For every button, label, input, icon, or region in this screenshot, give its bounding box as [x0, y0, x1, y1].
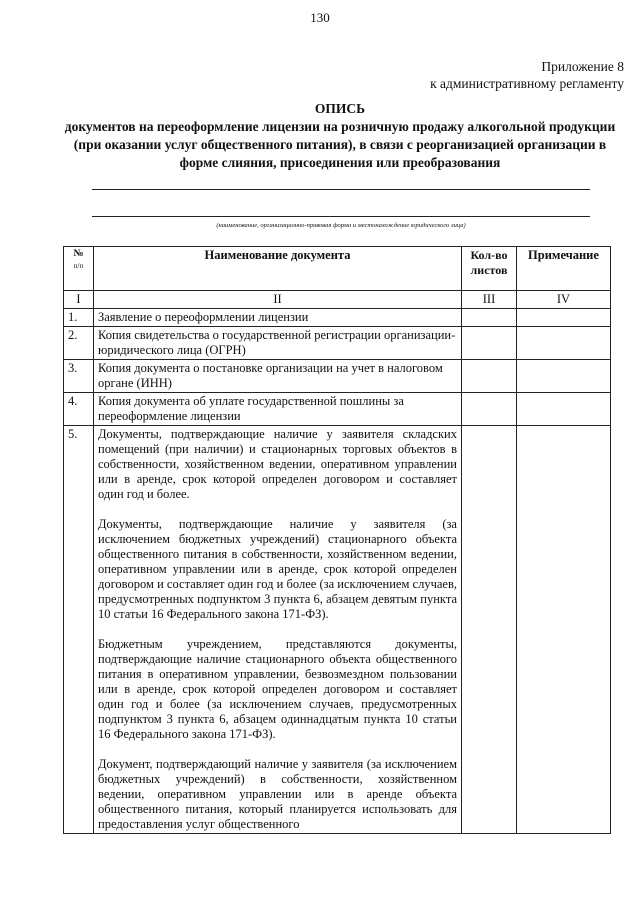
header-sheet-count-line-1: Кол-во: [470, 248, 508, 262]
row-paragraph: Бюджетным учреждением, представляются документы, подтверждающие наличие стационарного объекта общественного питания в оперативном управлении, безвозмездном пользовании или в аренде, срок которой определен договором и составляет один год и более (за исключением случаев, предусмотренных подпунктом 3 пункта 6, абзацем одиннадцатым пункта 10 статьи 16 Федерального закона 171-ФЗ).: [98, 637, 457, 741]
table-row: [64, 327, 611, 360]
table-row: [64, 309, 611, 327]
row-sheet-count-cell[interactable]: [462, 309, 517, 327]
header-number-sub: п/п: [73, 262, 84, 270]
roman-numeral: II: [94, 291, 462, 309]
roman-numeral-row: [64, 291, 611, 309]
documents-table: [63, 246, 611, 834]
table-row: [64, 393, 611, 426]
row-document-name: [94, 426, 462, 834]
header-document-name: Наименование документа: [94, 247, 462, 291]
row-sheet-count-cell[interactable]: [462, 426, 517, 834]
row-note-cell[interactable]: [517, 393, 611, 426]
document-subtitle-line-3: форме слияния, присоединения или преобразования: [179, 155, 501, 170]
row-note-cell[interactable]: [517, 360, 611, 393]
row-note-cell[interactable]: [517, 309, 611, 327]
appendix-regulation: к административному регламенту: [430, 76, 624, 91]
header-sheet-count: [462, 247, 517, 291]
roman-numeral: III: [462, 291, 517, 309]
header-number: [64, 247, 94, 291]
document-subtitle-line-1: документов на переоформление лицензии на розничную продажу алкогольной продукции: [64, 119, 616, 134]
header-note: Примечание: [517, 247, 611, 291]
organization-caption: (наименование, организационно-правовая форма и местонахождение юридического лица): [216, 222, 466, 229]
header-sheet-count-line-2: листов: [470, 263, 508, 277]
row-sheet-count-cell[interactable]: [462, 327, 517, 360]
row-number: 2.: [64, 327, 94, 360]
row-paragraph: Документы, подтверждающие наличие у заявителя (за исключением бюджетных учреждений) стационарного объекта общественного питания в собственности, хозяйственном ведении, оперативном управлении или в аренде, срок которой определен договором и составляет один год и более (за исключением случаев, предусмотренных подпунктом 3 пункта 6, абзацем девятым пункта 10 статьи 16 Федерального закона 171-ФЗ).: [98, 517, 457, 621]
document-title: ОПИСЬ: [314, 101, 366, 116]
document-heading: [60, 100, 620, 172]
appendix-number: Приложение 8: [541, 59, 624, 74]
table-row: [64, 426, 611, 834]
row-paragraph: Документ, подтверждающий наличие у заявителя (за исключением бюджетных учреждений) в собственности, хозяйственном ведении, оперативном управлении или в аренде объекта общественного питания, который планируется использовать для предоставления услуг общественного: [98, 757, 457, 831]
page-number: 130: [310, 10, 330, 25]
row-document-name: Заявление о переоформлении лицензии: [94, 309, 462, 327]
row-document-name: Копия свидетельства о государственной регистрации организации-юридического лица (ОГРН): [94, 327, 462, 360]
row-note-cell[interactable]: [517, 426, 611, 834]
row-number: 4.: [64, 393, 94, 426]
row-number: 5.: [64, 426, 94, 834]
row-number: 3.: [64, 360, 94, 393]
header-number-symbol: №: [73, 248, 84, 259]
table-row: [64, 360, 611, 393]
table-header-row: [64, 247, 611, 291]
appendix-reference: [364, 58, 624, 92]
row-number: 1.: [64, 309, 94, 327]
roman-numeral: IV: [517, 291, 611, 309]
row-sheet-count-cell[interactable]: [462, 393, 517, 426]
roman-numeral: I: [64, 291, 94, 309]
row-paragraph: Документы, подтверждающие наличие у заявителя складских помещений (при наличии) и стационарных торговых объектов в собственности, хозяйственном ведении, оперативном управлении или в аренде, срок которой определен договором и составляет один год и более.: [98, 427, 457, 501]
row-note-cell[interactable]: [517, 327, 611, 360]
document-subtitle-line-2: (при оказании услуг общественного питания), в связи с реорганизацией организации в: [73, 137, 607, 152]
organization-fill-line-1[interactable]: [92, 189, 590, 190]
organization-fill-line-2[interactable]: [92, 216, 590, 217]
row-document-name: Копия документа о постановке организации на учет в налоговом органе (ИНН): [94, 360, 462, 393]
row-sheet-count-cell[interactable]: [462, 360, 517, 393]
row-document-name: Копия документа об уплате государственной пошлины за переоформление лицензии: [94, 393, 462, 426]
